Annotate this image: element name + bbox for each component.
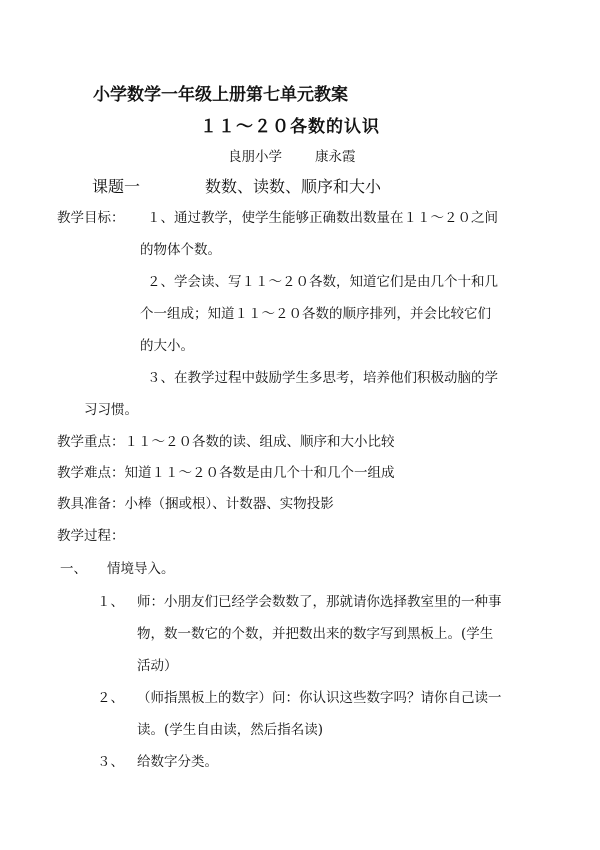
author-school: 良朋小学 xyxy=(228,149,282,165)
step-3-line-1: 给数字分类。 xyxy=(137,754,218,770)
materials: 教具准备：小棒（捆或根）、计数器、实物投影 xyxy=(57,496,334,512)
objective-2-line-1: ２、学会读、写１１～２０各数，知道它们是由几个十和几 xyxy=(147,274,498,290)
step-2-line-2: 读。(学生自由读，然后指名读) xyxy=(137,722,324,738)
objective-1-line-1: １、通过教学，使学生能够正确数出数量在１１～２０之间 xyxy=(147,210,498,226)
step-1-number: １、 xyxy=(97,594,124,610)
document-subtitle: １１～２０各数的认识 xyxy=(200,117,380,137)
objective-2-line-2: 个一组成；知道１１～２０各数的顺序排列，并会比较它们 xyxy=(140,306,491,322)
objective-2-line-3: 的大小。 xyxy=(140,338,194,354)
lesson-topic: 数数、读数、顺序和大小 xyxy=(205,177,382,196)
key-point: 教学重点：１１～２０各数的读、组成、顺序和大小比较 xyxy=(57,434,395,450)
process-label: 教学过程： xyxy=(57,528,125,544)
objective-3-line-2: 习习惯。 xyxy=(84,402,138,418)
objectives-label: 教学目标： xyxy=(57,210,125,226)
step-3-number: ３、 xyxy=(97,754,124,770)
step-1-line-1: 师：小朋友们已经学会数数了，那就请你选择教室里的一种事 xyxy=(137,594,502,610)
step-1-line-2: 物，数一数它的个数，并把数出来的数字写到黑板上。(学生 xyxy=(137,626,494,642)
lesson-label: 课题一 xyxy=(92,177,141,196)
difficulty: 教学难点：知道１１～２０各数是由几个十和几个一组成 xyxy=(57,465,395,481)
author-name: 康永霞 xyxy=(315,149,356,165)
section-1-number: 一、 xyxy=(60,561,87,577)
step-2-number: ２、 xyxy=(97,690,124,706)
section-1-title: 情境导入。 xyxy=(107,561,175,577)
objective-3-line-1: ３、在教学过程中鼓励学生多思考，培养他们积极动脑的学 xyxy=(147,370,498,386)
step-1-line-3: 活动） xyxy=(137,658,178,674)
step-2-line-1: （师指黑板上的数字）问：你认识这些数字吗？请你自己读一 xyxy=(137,690,502,706)
objective-1-line-2: 的物体个数。 xyxy=(140,242,221,258)
document-title: 小学数学一年级上册第七单元教案 xyxy=(93,85,348,105)
